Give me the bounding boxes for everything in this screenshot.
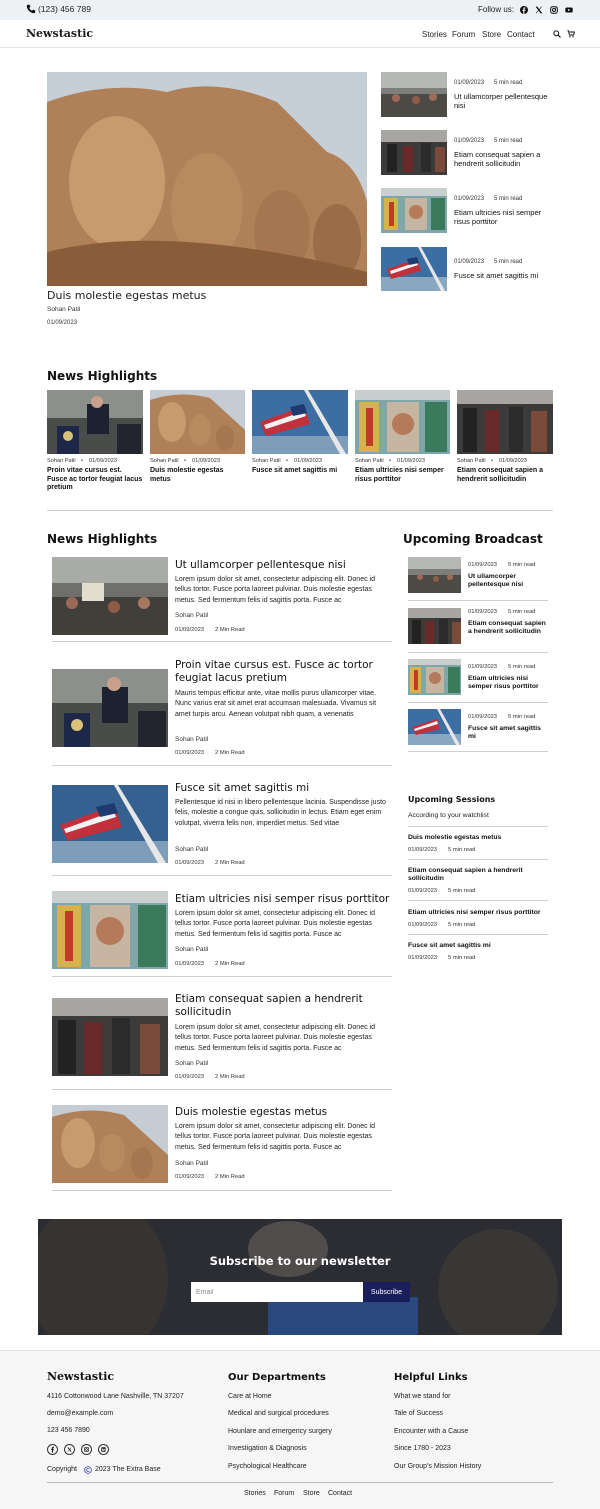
highlight-image-flag[interactable] [252,390,348,454]
list-divider [52,875,392,876]
sessions-divider [408,934,548,935]
sessions-divider [408,859,548,860]
session-read-time: 5 min read [448,955,476,961]
list-divider [52,1190,392,1191]
list-excerpt: Lorem ipsum dolor sit amet, consectetur adipiscing elit. Donec id tellus tortor. Fusce porta laoreet pulvinar. Duis molestie egestas metus. Sed fermentum felis id sagittis porta. Fusce ac [175,576,375,604]
footer-nav-store[interactable]: Store [303,1490,320,1497]
helpful-link[interactable]: Our Group's Mission History [394,1463,482,1470]
list-divider [52,976,392,977]
footer-logo[interactable]: Newstastic [47,1370,115,1383]
highlight-title[interactable]: Etiam ultricies nisi semper risus porttitor [355,467,444,483]
highlight-author[interactable]: Sohan Patil [252,458,281,464]
newsletter-background-image [38,1219,562,1335]
copyright-text: 2023 The Extra Base [95,1466,161,1473]
meta-dot: • [491,458,493,464]
broadcast-date: 01/09/2023 [468,714,498,720]
side-read-time: 5 min read [494,259,523,265]
side-title[interactable]: Etiam ultricies nisi semper risus porttitor [454,208,542,226]
highlight-date: 01/09/2023 [397,458,425,464]
nav-link-contact[interactable]: Contact [507,30,535,39]
broadcast-read-time: 5 min read [508,562,536,568]
list-title[interactable]: Proin vitae cursus est. Fusce ac tortor feugiat lacus pretium [175,659,373,684]
nav-link-stories[interactable]: Stories [422,30,447,39]
side-title[interactable]: Ut ullamcorper pellentesque nisi [454,92,548,110]
list-author[interactable]: Sohan Patil [175,1060,209,1067]
meta-dot: • [389,458,391,464]
footer-phone[interactable]: 123 456 7890 [47,1427,90,1434]
phone-icon [26,4,36,14]
highlight-date: 01/09/2023 [89,458,117,464]
list-read-time: 2 Min Read [215,1074,245,1080]
highlight-date: 01/09/2023 [192,458,220,464]
side-date: 01/09/2023 [454,138,485,144]
list-author[interactable]: Sohan Patil [175,946,209,953]
session-title[interactable]: Etiam ultricies nisi semper risus porttitor [408,909,541,916]
facebook-icon[interactable] [520,6,528,14]
session-title[interactable]: Etiam consequat sapien a hendrerit sollicitudin [408,867,523,883]
search-icon[interactable] [553,30,561,38]
helpful-link[interactable]: Tale of Success [394,1410,444,1417]
session-date: 01/09/2023 [408,955,438,961]
nav-link-store[interactable]: Store [482,30,502,39]
hero-title[interactable]: Duis molestie egestas metus [47,289,207,302]
list-excerpt: Lorem ipsum dolor sit amet, consectetur adipiscing elit. Donec id tellus tortor. Fusce porta laoreet pulvinar. Duis molestie egestas metus. Sed fermentum felis id sagittis porta. Fusce ac [175,1024,375,1052]
highlight-image-march[interactable] [457,390,553,454]
list-title[interactable]: Fusce sit amet sagittis mi [175,782,310,794]
highlight-date: 01/09/2023 [499,458,527,464]
side-read-time: 5 min read [494,138,523,144]
broadcast-read-time: 5 min read [508,609,536,615]
highlight-author[interactable]: Sohan Patil [47,458,76,464]
footer-nav-stories[interactable]: Stories [244,1490,266,1497]
side-thumb-berlin-wall[interactable] [381,188,447,233]
list-title[interactable]: Ut ullamcorper pellentesque nisi [175,559,346,571]
list-date: 01/09/2023 [175,961,205,967]
sessions-divider [408,826,548,827]
helpful-links-heading: Helpful Links [394,1372,468,1383]
highlight-author[interactable]: Sohan Patil [355,458,384,464]
list-image-speech[interactable] [52,669,168,747]
session-title[interactable]: Fusce sit amet sagittis mi [408,942,491,949]
highlight-title[interactable]: Fusce sit amet sagittis mi [252,467,338,474]
broadcast-date: 01/09/2023 [468,609,498,615]
side-title[interactable]: Fusce sit amet sagittis mi [454,271,539,280]
list-image-march[interactable] [52,998,168,1076]
side-thumb-march[interactable] [381,130,447,175]
list-divider [52,765,392,766]
list-author[interactable]: Sohan Patil [175,612,209,619]
broadcast-title[interactable]: Fusce sit amet sagittis mi [468,725,541,740]
side-read-time: 5 min read [494,196,523,202]
side-date: 01/09/2023 [454,196,485,202]
broadcast-thumb-march[interactable] [408,608,461,644]
broadcast-date: 01/09/2023 [468,562,498,568]
session-read-time: 5 min read [448,888,476,894]
meta-dot: • [184,458,186,464]
x-icon[interactable] [64,1444,75,1455]
upcoming-sessions-heading: Upcoming Sessions [408,795,496,804]
highlight-author[interactable]: Sohan Patil [150,458,179,464]
footer-nav-contact[interactable]: Contact [328,1490,353,1497]
highlight-title[interactable]: Proin vitae cursus est. Fusce ac tortor feugiat lacus pretium [47,467,143,491]
list-read-time: 2 Min Read [215,860,245,866]
broadcast-thumb-crowd[interactable] [408,557,461,593]
footer-address: 4116 Cottonwood Lane Nashville, TN 37207 [47,1393,184,1400]
broadcast-divider [408,652,548,653]
side-date: 01/09/2023 [454,80,485,86]
list-excerpt: Mauris tempus efficitur ante, vitae mollis purus ullamcorper vitae. Nunc varius erat sit amet erat accumsan malesuada. Vivamus sit amet turpis arcu. Aenean volutpat nibh quam, a venenatis [175,690,377,718]
broadcast-divider [408,600,548,601]
cart-icon[interactable] [567,30,575,38]
list-read-time: 2 Min Read [215,961,245,967]
helpful-link[interactable]: Encounter with a Cause [394,1428,469,1435]
list-read-time: 2 Min Read [215,1174,245,1180]
list-image-flag[interactable] [52,785,168,863]
nav-link-forum[interactable]: Forum [452,30,476,39]
facebook-icon[interactable] [47,1444,58,1455]
youtube-icon[interactable] [565,6,573,14]
highlight-date: 01/09/2023 [294,458,322,464]
list-image-berlin-wall[interactable] [52,891,168,969]
sessions-divider [408,900,548,901]
broadcast-divider [408,702,548,703]
side-thumb-crowd[interactable] [381,72,447,117]
copyright-label: Copyright [47,1466,77,1473]
news-highlights-heading: News Highlights [47,369,158,383]
department-link[interactable]: Medical and surgical procedures [228,1410,329,1417]
footer-divider [47,1482,553,1483]
side-title[interactable]: Etiam consequat sapien a hendrerit sollicitudin [454,150,541,168]
hero-date: 01/09/2023 [47,320,78,326]
department-link[interactable]: Hounlare and emergency surgery [228,1428,332,1435]
meta-dot: • [286,458,288,464]
list-excerpt: Pellentesque id nisi in libero pellentesque lacinia. Suspendisse justo felis, molestie a congue quis, sollicitudin in lectus. Etiam eget enim volutpat, viverra felis non, imperdiet metus. Sed vitae [175,799,386,827]
instagram-icon[interactable] [550,6,558,14]
hero-author[interactable]: Sohan Patil [47,306,81,313]
follow-us-label: Follow us: [478,5,515,14]
upcoming-sessions-subtitle: According to your watchlist [408,812,489,819]
broadcast-date: 01/09/2023 [468,664,498,670]
list-image-rushmore[interactable] [52,1105,168,1183]
copyright-icon [84,1466,92,1474]
highlight-author[interactable]: Sohan Patil [457,458,486,464]
list-excerpt: Lorem ipsum dolor sit amet, consectetur adipiscing elit. Donec id tellus tortor. Fusce porta laoreet pulvinar. Duis molestie egestas metus. Sed fermentum felis id sagittis porta. Fusce ac [175,1123,375,1151]
broadcast-thumb-flag[interactable] [408,709,461,745]
highlight-image-speech[interactable] [47,390,143,454]
department-link[interactable]: Care at Home [228,1393,272,1400]
list-author[interactable]: Sohan Patil [175,736,209,743]
list-title[interactable]: Duis molestie egestas metus [175,1106,328,1118]
side-date: 01/09/2023 [454,259,485,265]
broadcast-read-time: 5 min read [508,664,536,670]
footer-email[interactable]: demo@example.com [47,1410,114,1417]
list-author[interactable]: Sohan Patil [175,846,209,853]
list-title[interactable]: Etiam consequat sapien a hendrerit sollicitudin [175,993,363,1018]
broadcast-read-time: 5 min read [508,714,536,720]
list-date: 01/09/2023 [175,750,205,756]
highlight-title[interactable]: Duis molestie egestas metus [150,467,224,483]
list-divider [52,1089,392,1090]
upcoming-broadcast-heading: Upcoming Broadcast [403,532,543,546]
session-read-time: 5 min read [448,922,476,928]
broadcast-title[interactable]: Ut ullamcorper pellentesque nisi [468,573,524,588]
department-link[interactable]: Investigation & Diagnosis [228,1445,307,1452]
list-date: 01/09/2023 [175,860,205,866]
session-date: 01/09/2023 [408,847,438,853]
linkedin-icon[interactable] [98,1444,109,1455]
departments-heading: Our Departments [228,1372,326,1383]
side-thumb-flag[interactable] [381,247,447,291]
broadcast-divider [408,751,548,752]
list-date: 01/09/2023 [175,1174,205,1180]
section-divider [47,510,553,511]
highlight-image-rushmore[interactable] [150,390,245,454]
subscribe-button[interactable]: Subscribe [363,1282,410,1302]
session-title[interactable]: Duis molestie egestas metus [408,834,502,841]
newsletter-email-input[interactable] [191,1282,363,1302]
list-date: 01/09/2023 [175,627,205,633]
hero-image-mount-rushmore[interactable] [47,72,367,286]
broadcast-thumb-berlin-wall[interactable] [408,659,461,695]
list-read-time: 2 Min Read [215,627,245,633]
x-icon[interactable] [535,6,543,14]
list-read-time: 2 Min Read [215,750,245,756]
highlight-image-berlin-wall[interactable] [355,390,450,454]
footer-nav-forum[interactable]: Forum [274,1490,295,1497]
department-link[interactable]: Psychological Healthcare [228,1463,307,1470]
list-author[interactable]: Sohan Patil [175,1160,209,1167]
phone-number[interactable]: (123) 456 789 [38,4,91,14]
news-list-heading: News Highlights [47,532,158,546]
newsletter-title: Subscribe to our newsletter [209,1254,391,1268]
broadcast-title[interactable]: Etiam ultricies nisi semper risus porttitor [468,675,539,690]
helpful-link[interactable]: What we stand for [394,1393,451,1400]
list-divider [52,641,392,642]
session-read-time: 5 min read [448,847,476,853]
highlight-title[interactable]: Etiam consequat sapien a hendrerit sollicitudin [457,467,543,483]
site-logo[interactable]: Newstastic [26,27,94,40]
broadcast-title[interactable]: Etiam consequat sapien a hendrerit sollicitudin [468,620,546,635]
newsletter-banner [38,1219,562,1335]
list-excerpt: Lorem ipsum dolor sit amet, consectetur adipiscing elit. Donec id tellus tortor. Fusce porta laoreet pulvinar. Duis molestie egestas metus. Sed fermentum felis id sagittis porta. Fusce ac [175,910,375,938]
side-read-time: 5 min read [494,80,523,86]
list-title[interactable]: Etiam ultricies nisi semper risus porttitor [175,893,390,905]
session-date: 01/09/2023 [408,922,438,928]
list-image-protest[interactable] [52,557,168,635]
session-date: 01/09/2023 [408,888,438,894]
list-date: 01/09/2023 [175,1074,205,1080]
meta-dot: • [81,458,83,464]
helpful-link[interactable]: Since 1780 - 2023 [394,1445,451,1452]
instagram-icon[interactable] [81,1444,92,1455]
